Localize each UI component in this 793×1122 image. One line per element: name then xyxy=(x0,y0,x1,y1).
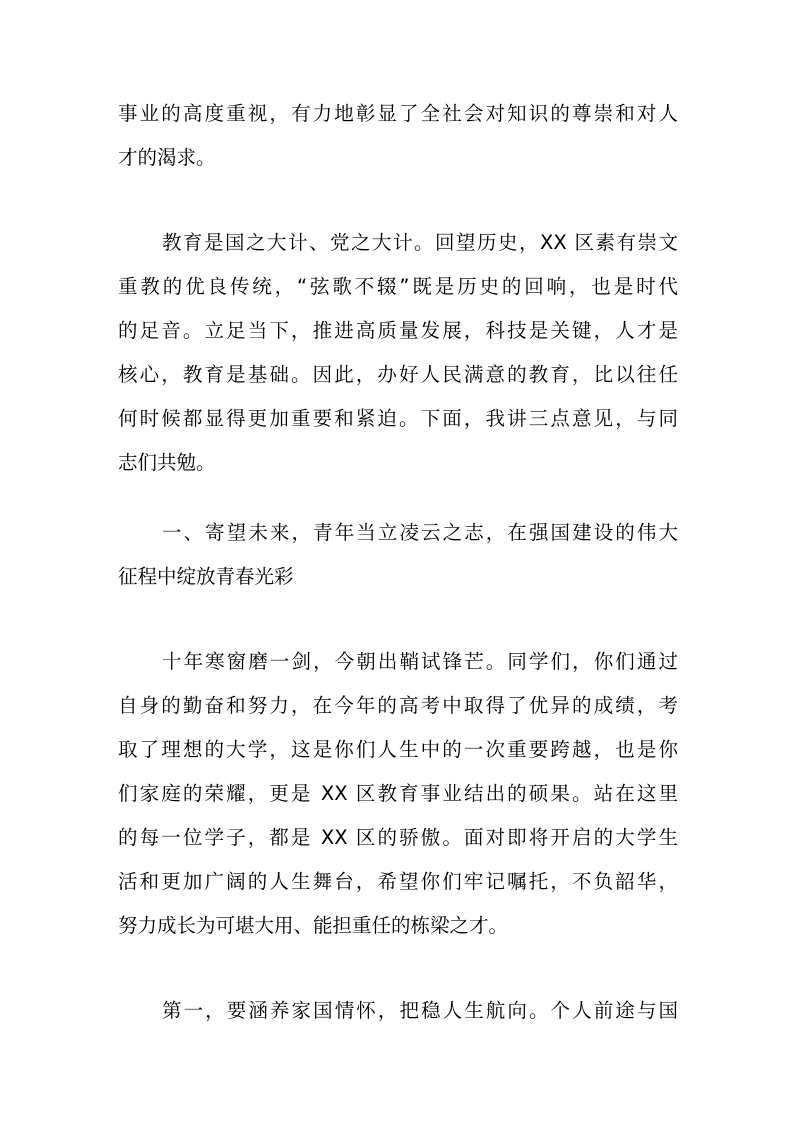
text-line: 努力成长为可堪大用、能担重任的栋梁之才。 xyxy=(118,914,509,937)
text-line: 的足音。立足当下，推进高质量发展，科技是关键，人才是 xyxy=(118,319,678,342)
text-line: 第一，要涵养家国情怀，把稳人生航向。个人前途与国 xyxy=(162,999,678,1022)
text-line: 取了理想的大学，这是你们人生中的一次重要跨越，也是你 xyxy=(118,738,678,761)
text-line: 自身的勤奋和努力，在今年的高考中取得了优异的成绩，考 xyxy=(118,694,678,717)
text-line: 志们共勉。 xyxy=(118,451,216,474)
text-line: 才的渴求。 xyxy=(118,146,216,169)
text-line: 重教的优良传统，“弦歌不辍”既是历史的回响，也是时代 xyxy=(118,275,678,298)
text-line: 十年寒窗磨一剑，今朝出鞘试锋芒。同学们，你们通过 xyxy=(162,650,678,673)
text-line: 们家庭的荣耀，更是 XX 区教育事业结出的硕果。站在这里 xyxy=(118,782,678,805)
text-line: 核心，教育是基础。因此，办好人民满意的教育，比以往任 xyxy=(118,363,678,386)
section-heading: 一、寄望未来，青年当立凌云之志，在强国建设的伟大 xyxy=(162,521,678,544)
text-line: 何时候都显得更加重要和紧迫。下面，我讲三点意见，与同 xyxy=(118,407,678,430)
text-line: 事业的高度重视，有力地彰显了全社会对知识的尊崇和对人 xyxy=(118,102,678,125)
text-line: 的每一位学子，都是 XX 区的骄傲。面对即将开启的大学生 xyxy=(118,826,678,849)
text-line: 教育是国之大计、党之大计。回望历史，XX 区素有崇文 xyxy=(162,231,678,254)
text-line: 活和更加广阔的人生舞台，希望你们牢记嘱托，不负韶华， xyxy=(118,870,678,893)
section-heading: 征程中绽放青春光彩 xyxy=(118,565,294,588)
